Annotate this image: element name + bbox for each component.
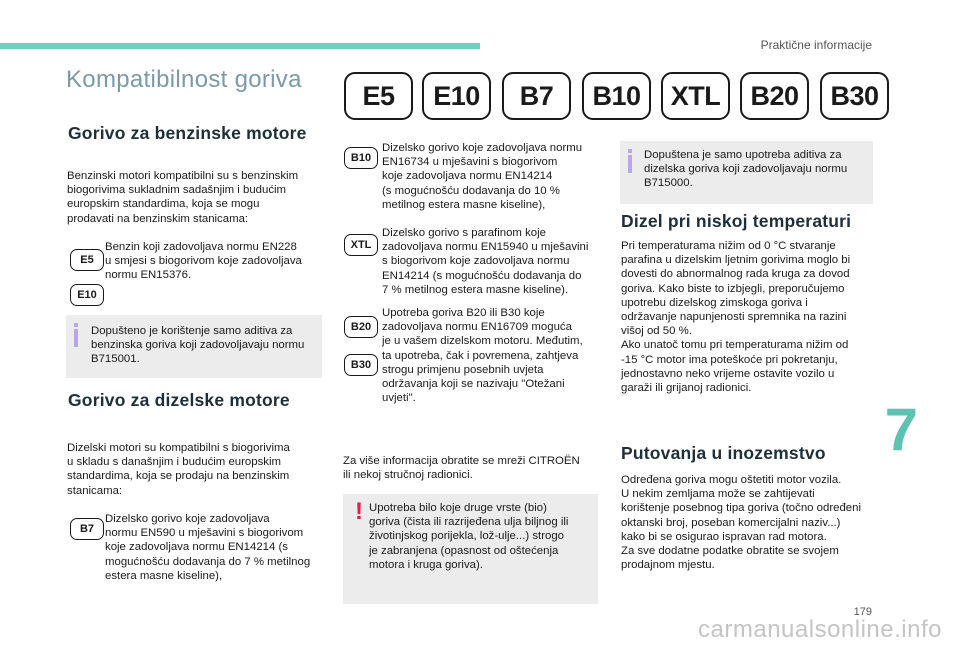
chapter-number: 7 bbox=[884, 396, 918, 463]
diesel-note-text: Dopuštena je samo upotreba aditiva za dizelska goriva koji zadovoljavaju normu B715000. bbox=[644, 149, 848, 190]
more-info-text: Za više informacija obratite se mreži CITROËN ili nekoj stručnoj radionici. bbox=[343, 455, 580, 482]
section-label: Praktične informacije bbox=[760, 38, 872, 52]
badge-b20: B20 bbox=[344, 316, 378, 338]
warning-text: Upotreba bilo koje druge vrste (bio) goriva (čista ili razrijeđena ulja biljnog ili životinjskog porijekla, lož-ulje...) strogo je zabranjena (opasnost od oštećenja motora i kruga goriva). bbox=[369, 502, 569, 571]
xtl-text: Dizelsko gorivo s parafinom koje zadovoljava normu EN15940 u mješavini s biogorivom koje zadovoljava normu EN14214 (s mogućnošću dodavanja do 7 % metilnog estera masne kiseline). bbox=[382, 227, 589, 296]
fuel-badge-b20: B20 bbox=[740, 72, 809, 120]
fuel-badge-e10: E10 bbox=[422, 72, 491, 120]
badge-b10: B10 bbox=[344, 147, 378, 169]
petrol-intro: Benzinski motori kompatibilni su s benzinskim biogorivima sukladnim sadašnjim i budućim europskim standardima, koja se mogu prodavati na benzinskim stanicama: bbox=[67, 170, 299, 225]
watermark: carmanualsonline.info bbox=[698, 616, 942, 643]
diesel-additive-note bbox=[620, 141, 873, 204]
badge-e5: E5 bbox=[70, 249, 104, 271]
b10-text: Dizelsko gorivo koje zadovoljava normu EN16734 u mješavini s biogorivom koje zadovoljava normu EN14214 (s mogućnošću dodavanja do 10 % metilnog estera masne kiseline), bbox=[382, 142, 583, 211]
forbidden-fuel-warning bbox=[343, 494, 598, 604]
petrol-additive-note bbox=[66, 315, 322, 378]
diesel-b7-text: Dizelsko gorivo koje zadovoljava normu EN590 u mješavini s biogorivom koje zadovoljava normu EN14214 (s mogućnošću dodavanja do 7 % metilnog estera masne kiseline), bbox=[105, 513, 311, 582]
info-icon bbox=[628, 155, 632, 173]
info-icon bbox=[74, 329, 78, 347]
petrol-badge-text: Benzin koji zadovoljava normu EN228 u smjesi s biogorivom koje zadovoljava normu EN15376. bbox=[105, 241, 302, 282]
page-number: 179 bbox=[853, 606, 872, 618]
fuel-badge-b30: B30 bbox=[820, 72, 889, 120]
badge-b30: B30 bbox=[344, 354, 378, 376]
page-title: Kompatibilnost goriva bbox=[66, 66, 302, 93]
travel-text: Određena goriva mogu oštetiti motor vozila. U nekim zemljama može se zahtijevati korištenje posebnog tipa goriva (točno određeni oktanski broj, poseban komercijalni naziv...) kako bi se osigurao ispravan rad motora. Za sve dodatne podatke obratite se svojem prodajnom mjestu. bbox=[621, 474, 861, 572]
b20-b30-text: Upotreba goriva B20 ili B30 koje zadovoljava normu EN16709 moguća je u vašem dizelskom motoru. Međutim, ta upotreba, čak i povremena, zahtjeva strogu primjenu posebnih uvjeta održavanja koji se nazivaju "Otežani uvjeti". bbox=[382, 307, 583, 405]
badge-e10: E10 bbox=[70, 284, 104, 306]
fuel-badge-e5: E5 bbox=[344, 72, 413, 120]
diesel-heading: Gorivo za dizelske motore bbox=[68, 390, 290, 410]
fuel-badge-xtl: XTL bbox=[661, 72, 730, 120]
low-temp-text: Pri temperaturama nižim od 0 °C stvaranje parafina u dizelskim ljetnim gorivima moglo bi dovesti do abnormalnog rada kruga za dovod goriva. Kako biste to izbjegli, preporučujemo upotrebu dizelskog zimskoga goriva i održavanje napunjenosti spremnika na razini višoj od 50 %. Ako unatoč tomu pri temperaturama nižim od -15 °C motor ima poteškoće pri pokretanju, jednostavno neko vrijeme ostavite vozilo u garaži ili grijanoj radionici. bbox=[621, 240, 851, 395]
petrol-heading: Gorivo za benzinske motore bbox=[68, 123, 307, 143]
badge-b7: B7 bbox=[70, 518, 104, 540]
header-accent-bar bbox=[0, 43, 480, 49]
travel-heading: Putovanja u inozemstvo bbox=[621, 443, 826, 463]
fuel-badge-b7: B7 bbox=[502, 72, 571, 120]
petrol-note-text: Dopušteno je korištenje samo aditiva za benzinska goriva koji zadovoljavaju normu B715001. bbox=[91, 325, 305, 366]
low-temp-heading: Dizel pri niskoj temperaturi bbox=[621, 211, 852, 231]
badge-xtl: XTL bbox=[344, 234, 378, 256]
fuel-badge-b10: B10 bbox=[582, 72, 651, 120]
diesel-intro: Dizelski motori su kompatibilni s biogorivima u skladu s današnjim i budućim europskim standardima, koja se prodaju na benzinskim stanicama: bbox=[67, 442, 290, 497]
warning-icon: ! bbox=[355, 498, 363, 525]
